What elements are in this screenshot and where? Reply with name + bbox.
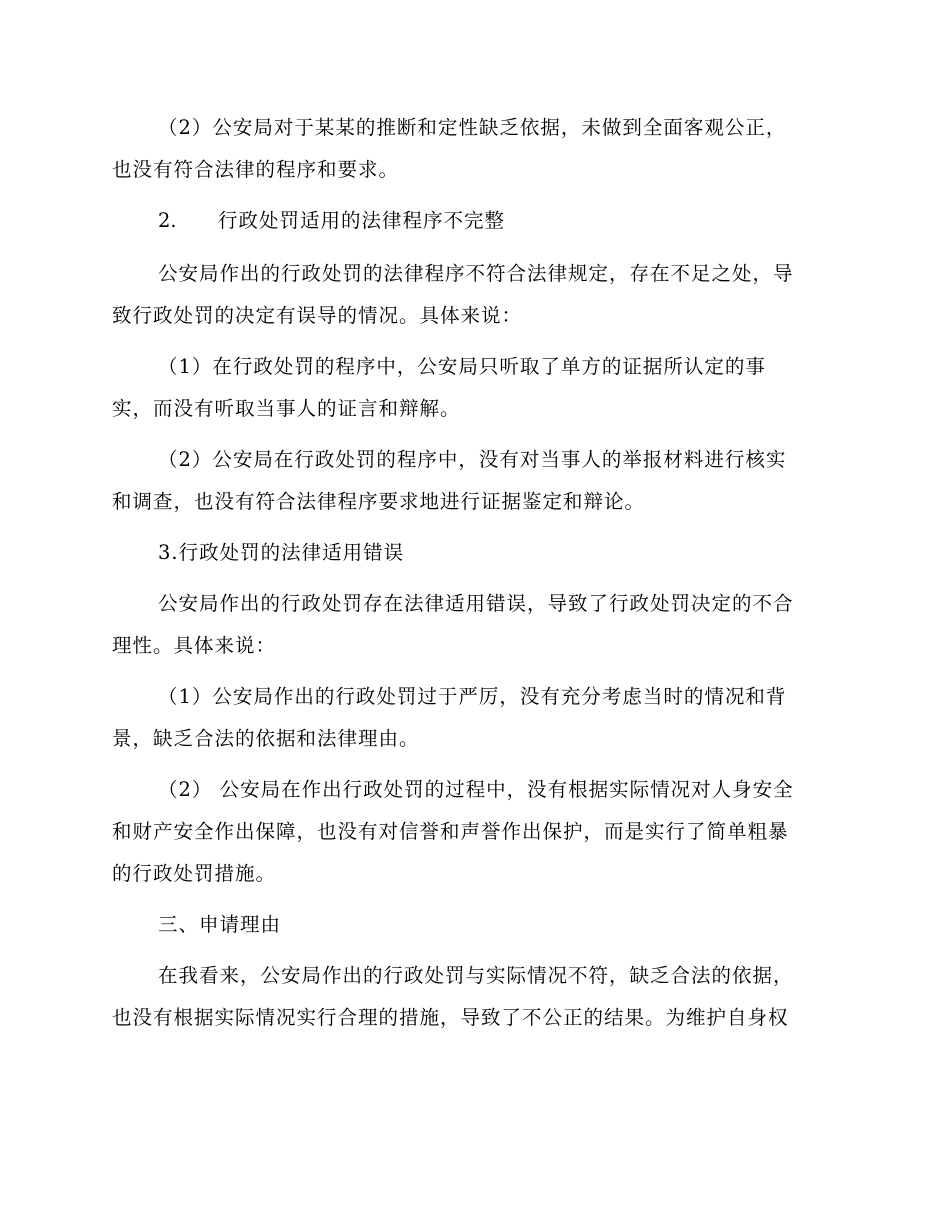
paragraph-line: （2） 公安局在作出行政处罚的过程中，没有根据实际情况对人身安全 (158, 778, 794, 801)
section-heading (158, 208, 878, 234)
paragraph-line: 的行政处罚措施。 (112, 862, 277, 885)
paragraph-line: 公安局作出的行政处罚存在法律适用错误，导致了行政处罚决定的不合 (158, 592, 794, 615)
heading-number: 2. (158, 209, 177, 232)
paragraph-line: 实，而没有听取当事人的证言和辩解。 (112, 397, 461, 420)
paragraph-line: 也没有符合法律的程序和要求。 (112, 158, 400, 181)
paragraph-line: 理性。具体来说： (112, 634, 277, 657)
section-heading: 3.行政处罚的法律适用错误 (158, 541, 405, 564)
paragraph-line: 景，缺乏合法的依据和法律理由。 (112, 727, 420, 750)
paragraph-line: 和调查，也没有符合法律程序要求地进行证据鉴定和辩论。 (112, 490, 646, 513)
paragraph-line: （2）公安局对于某某的推断和定性缺乏依据，未做到全面客观公正， (158, 116, 787, 139)
paragraph-line: （1）公安局作出的行政处罚过于严厉，没有充分考虑当时的情况和背 (158, 685, 787, 708)
heading-text: 行政处罚适用的法律程序不完整 (218, 209, 506, 232)
paragraph-line: 在我看来，公安局作出的行政处罚与实际情况不符，缺乏合法的依据， (158, 964, 794, 987)
paragraph-line: 也没有根据实际情况实行合理的措施，导致了不公正的结果。为维护自身权 (112, 1006, 789, 1029)
paragraph-line: 致行政处罚的决定有误导的情况。具体来说： (112, 304, 523, 327)
paragraph-line: 公安局作出的行政处罚的法律程序不符合法律规定，存在不足之处，导 (158, 262, 794, 285)
section-heading: 三、申请理由 (158, 913, 282, 936)
paragraph-line: （1）在行政处罚的程序中，公安局只听取了单方的证据所认定的事 (158, 355, 766, 378)
paragraph-line: 和财产安全作出保障，也没有对信誉和声誉作出保护，而是实行了简单粗暴 (112, 820, 789, 843)
paragraph-line: （2）公安局在行政处罚的程序中，没有对当事人的举报材料进行核实 (158, 448, 787, 471)
